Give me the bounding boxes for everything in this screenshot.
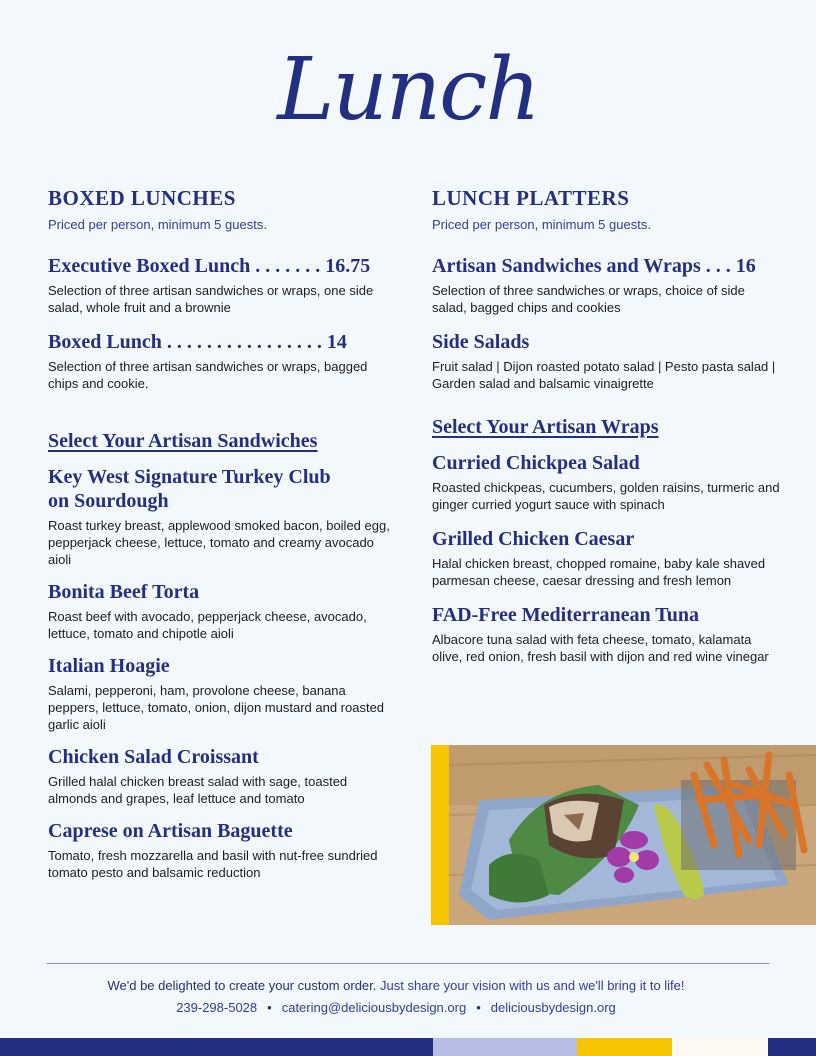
- menu-item-title: FAD-Free Mediterranean Tuna: [432, 604, 700, 626]
- food-photo: [431, 745, 816, 925]
- menu-item-desc: Fruit salad | Dijon roasted potato salad | Pesto pasta salad | Garden salad and balsamic vinaigrette: [432, 359, 776, 391]
- color-bar-cream: [672, 1038, 768, 1056]
- menu-item-desc: Roast beef with avocado, pepperjack cheese, avocado, lettuce, tomato and chipotle aioli: [48, 609, 367, 641]
- lunch-platters-heading: LUNCH PLATTERS: [432, 186, 630, 210]
- color-bar-navy-end: [768, 1038, 816, 1056]
- footer-message: [0, 978, 792, 993]
- menu-item-title: Artisan Sandwiches and Wraps . . . 16: [432, 255, 756, 277]
- menu-item-title: Grilled Chicken Caesar: [432, 528, 635, 550]
- menu-item-title: Side Salads: [432, 331, 530, 353]
- page-title: Lunch: [277, 40, 539, 140]
- menu-item-desc: Selection of three artisan sandwiches or wraps, one side salad, whole fruit and a brownie: [48, 283, 374, 315]
- menu-item-desc: Selection of three sandwiches or wraps, choice of side salad, bagged chips and cookies: [432, 283, 745, 315]
- boxed-lunches-column: [48, 186, 398, 881]
- boxed-lunches-heading: BOXED LUNCHES: [48, 186, 236, 210]
- menu-item: [48, 745, 398, 807]
- menu-item-desc: Selection of three artisan sandwiches or wraps, bagged chips and cookie.: [48, 359, 368, 391]
- footer-contact: [0, 1000, 792, 1015]
- menu-item-title: Boxed Lunch . . . . . . . . . . . . . . . . 14: [48, 331, 347, 353]
- lunch-platters-column: [432, 186, 782, 665]
- menu-item-desc: Grilled halal chicken breast salad with sage, toasted almonds and grapes, leaf lettuce and tomato: [48, 774, 348, 806]
- lunch-platters-note: Priced per person, minimum 5 guests.: [432, 217, 651, 232]
- photo-accent-bar: [431, 745, 449, 925]
- menu-item: [48, 654, 398, 733]
- menu-item-desc: Salami, pepperoni, ham, provolone cheese, banana peppers, lettuce, tomato, onion, dijon mustard and roasted garlic aioli: [48, 683, 385, 732]
- menu-item: [48, 254, 398, 316]
- menu-item-desc: Halal chicken breast, chopped romaine, baby kale shaved parmesan cheese, caesar dressing and fresh lemon: [432, 556, 766, 588]
- footer-rest: Just share your vision with us and we'll bring it to life!: [376, 978, 685, 993]
- menu-item-desc: Tomato, fresh mozzarella and basil with nut-free sundried tomato pesto and balsamic reduction: [48, 848, 378, 880]
- email-link[interactable]: catering@deliciousbydesign.org: [281, 1000, 467, 1015]
- footer-lead: We'd be delighted to create your custom order.: [107, 978, 377, 993]
- menu-item: [48, 330, 398, 392]
- bullet-separator: •: [476, 1000, 481, 1015]
- color-bar-yellow: [577, 1038, 672, 1056]
- menu-item: [432, 254, 782, 316]
- menu-item-title: Italian Hoagie: [48, 655, 170, 677]
- menu-item: [432, 451, 782, 513]
- menu-item: [432, 330, 782, 392]
- boxed-lunches-note: Priced per person, minimum 5 guests.: [48, 217, 267, 232]
- menu-item-title: Caprese on Artisan Baguette: [48, 820, 293, 842]
- menu-item: [48, 819, 398, 881]
- menu-item-title: Curried Chickpea Salad: [432, 452, 640, 474]
- footer-divider: [47, 963, 769, 964]
- menu-item: [432, 603, 782, 665]
- menu-item-title: Key West Signature Turkey Club on Sourdough: [48, 466, 331, 512]
- menu-item-desc: Albacore tuna salad with feta cheese, tomato, kalamata olive, red onion, fresh basil with dijon and red wine vinegar: [432, 632, 769, 664]
- menu-item: [48, 580, 398, 642]
- menu-item: [48, 465, 398, 568]
- menu-item-title: Executive Boxed Lunch . . . . . . . 16.75: [48, 255, 371, 277]
- color-bar-lavender: [433, 1038, 577, 1056]
- select-sandwiches-heading: Select Your Artisan Sandwiches: [48, 430, 318, 452]
- wrap-and-fries-image: [449, 745, 816, 925]
- phone-link[interactable]: 239-298-5028: [176, 1000, 258, 1015]
- bullet-separator: •: [267, 1000, 272, 1015]
- menu-item-desc: Roast turkey breast, applewood smoked bacon, boiled egg, pepperjack cheese, lettuce, tomato and creamy avocado aioli: [48, 518, 390, 567]
- menu-item-title: Chicken Salad Croissant: [48, 746, 259, 768]
- menu-item: [432, 527, 782, 589]
- menu-item-title: Bonita Beef Torta: [48, 581, 200, 603]
- website-link[interactable]: deliciousbydesign.org: [490, 1000, 616, 1015]
- color-bar-navy: [0, 1038, 433, 1056]
- menu-item-desc: Roasted chickpeas, cucumbers, golden raisins, turmeric and ginger curried yogurt sauce with spinach: [432, 480, 780, 512]
- select-wraps-heading: Select Your Artisan Wraps: [432, 416, 659, 438]
